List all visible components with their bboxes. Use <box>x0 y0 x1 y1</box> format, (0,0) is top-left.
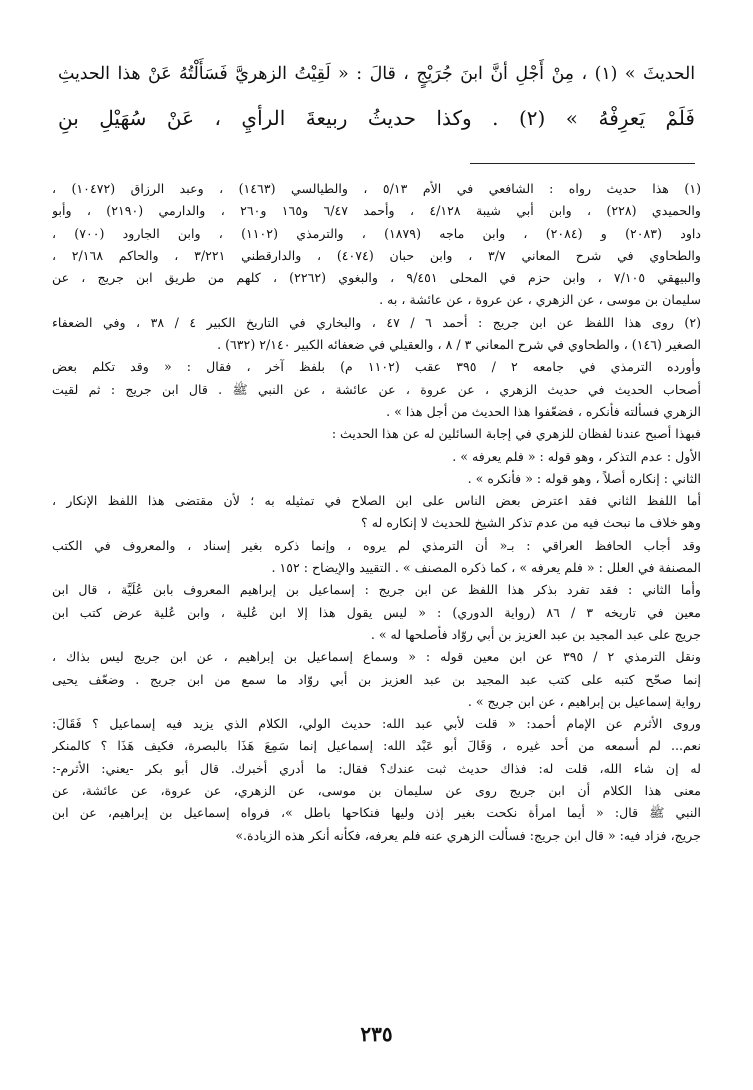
footnote-line: المصنفة في العلل : « فلم يعرفه » ، كما ذكره المصنف » . التقييد والإيضاح : ١٥٢ . <box>271 560 701 576</box>
footnote-line: (١) هذا حديث رواه : الشافعي في الأم ٥/١٣ ، والطيالسي (١٤٦٣) ، وعبد الرزاق (١٠٤٧٢) ، <box>52 181 701 196</box>
footnote-line: وأورده الترمذي في جامعه ٢ / ٣٩٥ عقب (١١٠٢ م) بلفظ آخر ، فقال : « وقد تكلم بعض <box>52 359 701 375</box>
footnote-line: فبهذا أصبح عندنا لفظان للزهري في إجابة السائلين له عن هذا الحديث : <box>331 426 701 442</box>
footnote-line: الأول : عدم التذكر ، وهو قوله : « فلم يعرفه » . <box>452 448 701 464</box>
footnote-line: الثاني : إنكاره أصلاً ، وهو قوله : « فأنكره » . <box>467 470 701 486</box>
footnote-line: له إن شاء الله، قلت له: فذاك حديث ثبت عندك؟ فقال: ما أدري أخبرك. قال أبو بكر -يعني: الأثرم-: <box>52 760 701 776</box>
footnote-line: داود (٢٠٨٣) و (٢٠٨٤) ، وابن ماجه (١٨٧٩) ، والترمذي (١١٠٢) ، وابن الجارود (٧٠٠) ، <box>52 225 701 241</box>
footnote-separator <box>470 163 695 164</box>
footnote-line: رواية إسماعيل بن إبراهيم ، عن ابن جريج » . <box>467 693 701 709</box>
footnote-line: والطحاوي في شرح المعاني ٣/٧ ، وابن حبان (٤٠٧٤) ، والدارقطني ٣/٢٢١ ، والحاكم ٢/١٦٨ ، <box>52 247 701 263</box>
footnote-line: والبيهقي ٧/١٠٥ ، وابن حزم في المحلى ٩/٤٥١ ، والبغوي (٢٢٦٢) ، كلهم من طريق ابن جريج ، عن <box>52 270 701 286</box>
footnote-line: وهو خلاف ما نبحث فيه من عدم تذكر الشيخ للحديث لا إنكاره له ؟ <box>361 515 701 531</box>
footnote-line: وأما الثاني : فقد تفرد بذكر هذا اللفظ عن ابن جريج : إسماعيل بن إبراهيم المعروف بابن عُلَيَّة ، قال ابن <box>52 582 701 598</box>
footnote-line: سليمان بن موسى ، عن الزهري ، عن عروة ، عن عائشة ، به . <box>379 292 701 308</box>
footnote-line: وقد أجاب الحافظ العراقي : بـ« أن الترمذي لم يروه ، وإنما ذكره بغير إسناد ، والمعروف في الكتب <box>52 537 701 553</box>
page-number: ٢٣٥ <box>360 1022 393 1046</box>
body-line: الحديثَ » (١) ، مِنْ أَجْلِ أنَّ ابنَ جُرَيْجٍ ، قالَ : « لَقِيْتُ الزهريَّ فَسَأَلْتُهُ عَنْ هذا الحديثِ <box>58 64 695 84</box>
footnotes <box>52 178 701 847</box>
footnote-line: ونقل الترمذي ٢ / ٣٩٥ عن ابن معين قوله : « وسماع إسماعيل بن إبراهيم ، عن ابن جريج ليس بذاك ، <box>52 649 701 665</box>
footnote-line: والحميدي (٢٢٨) ، وابن أبي شيبة ٤/١٢٨ ، وأحمد ٦/٤٧ و١٦٥ و٢٦٠ ، والدارمي (٢١٩٠) ، وأبو <box>52 203 701 219</box>
main-text <box>58 52 695 140</box>
footnote-line: أصحاب الحديث في حديث الزهري ، عن عروة ، عن عائشة ، عن النبي ﷺ . قال ابن جريج : ثم لقيت <box>52 381 701 397</box>
footnote-line: جريج، فزاد فيه: « قال ابن جريج: فسألت الزهري عنه فلم يعرفه، فكأنه أنكر هذه الزيادة.» <box>235 827 701 843</box>
footnote-line: الصغير (١٤٦) ، والطحاوي في شرح المعاني ٣ / ٨ ، والعقيلي في ضعفائه الكبير ٢/١٤٠ (٦٣٢) . <box>217 337 701 353</box>
footnote-line: معنى هذا الكلام أن ابن جريج روى عن سليمان بن موسى، عن الزهري، عن عروة، عن عائشة، عن <box>52 783 701 799</box>
footnote-line: معين في تاريخه ٣ / ٨٦ (رواية الدوري) : « ليس يقول هذا إلا ابن عُلية ، وابن عُلية عرض كتب ابن <box>52 604 701 620</box>
footnote-line: النبي ﷺ قال: « أيما امرأة نكحت بغير إذن وليها فنكاحها باطل »، فرواه إسماعيل بن إبراهيم، عن ابن <box>52 805 701 821</box>
footnote-line: إنما صحّح كتبه على كتب عبد المجيد بن عبد العزيز بن أبي روّاد ما سمع من ابن جريج . وضعّف يحيى <box>52 671 701 687</box>
footnote-line: نعم... لم أسمعه من أحد غيره ، وَقَالَ أبو عَبْد الله: إسماعيل إنما سَمِعَ هَذَا بالبصرة، فكيف هَذَا ؟ كالمنكر <box>52 738 701 754</box>
footnote-line: جريج على عبد المجيد بن عبد العزيز بن أبي روّاد فأصلحها له » . <box>370 626 701 642</box>
footnote-line: أما اللفظ الثاني فقد اعترض بعض الناس على ابن الصلاح في تمثيله به ؛ لأن مقتضى هذا اللفظ الإنكار ، <box>52 493 701 509</box>
body-line: فَلَمْ يَعرِفْهُ » (٢) . وكذا حديثُ ربيعةَ الرأيِ ، عَنْ سُهَيْلِ بنِ <box>58 106 695 130</box>
footnote-line: الزهري فسألته فأنكره ، فضعّفوا هذا الحديث من أجل هذا » . <box>386 403 701 419</box>
footnote-line: وروى الأثرم عن الإمام أحمد: « قلت لأبي عبد الله: حديث الولي، الكلام الذي يزيد فيه إسماعيل ؟ فَقَالَ: <box>52 716 701 732</box>
footnote-line: (٢) روى هذا اللفظ عن ابن جريج : أحمد ٦ / ٤٧ ، والبخاري في التاريخ الكبير ٤ / ٣٨ ، وفي الضعفاء <box>52 314 701 330</box>
